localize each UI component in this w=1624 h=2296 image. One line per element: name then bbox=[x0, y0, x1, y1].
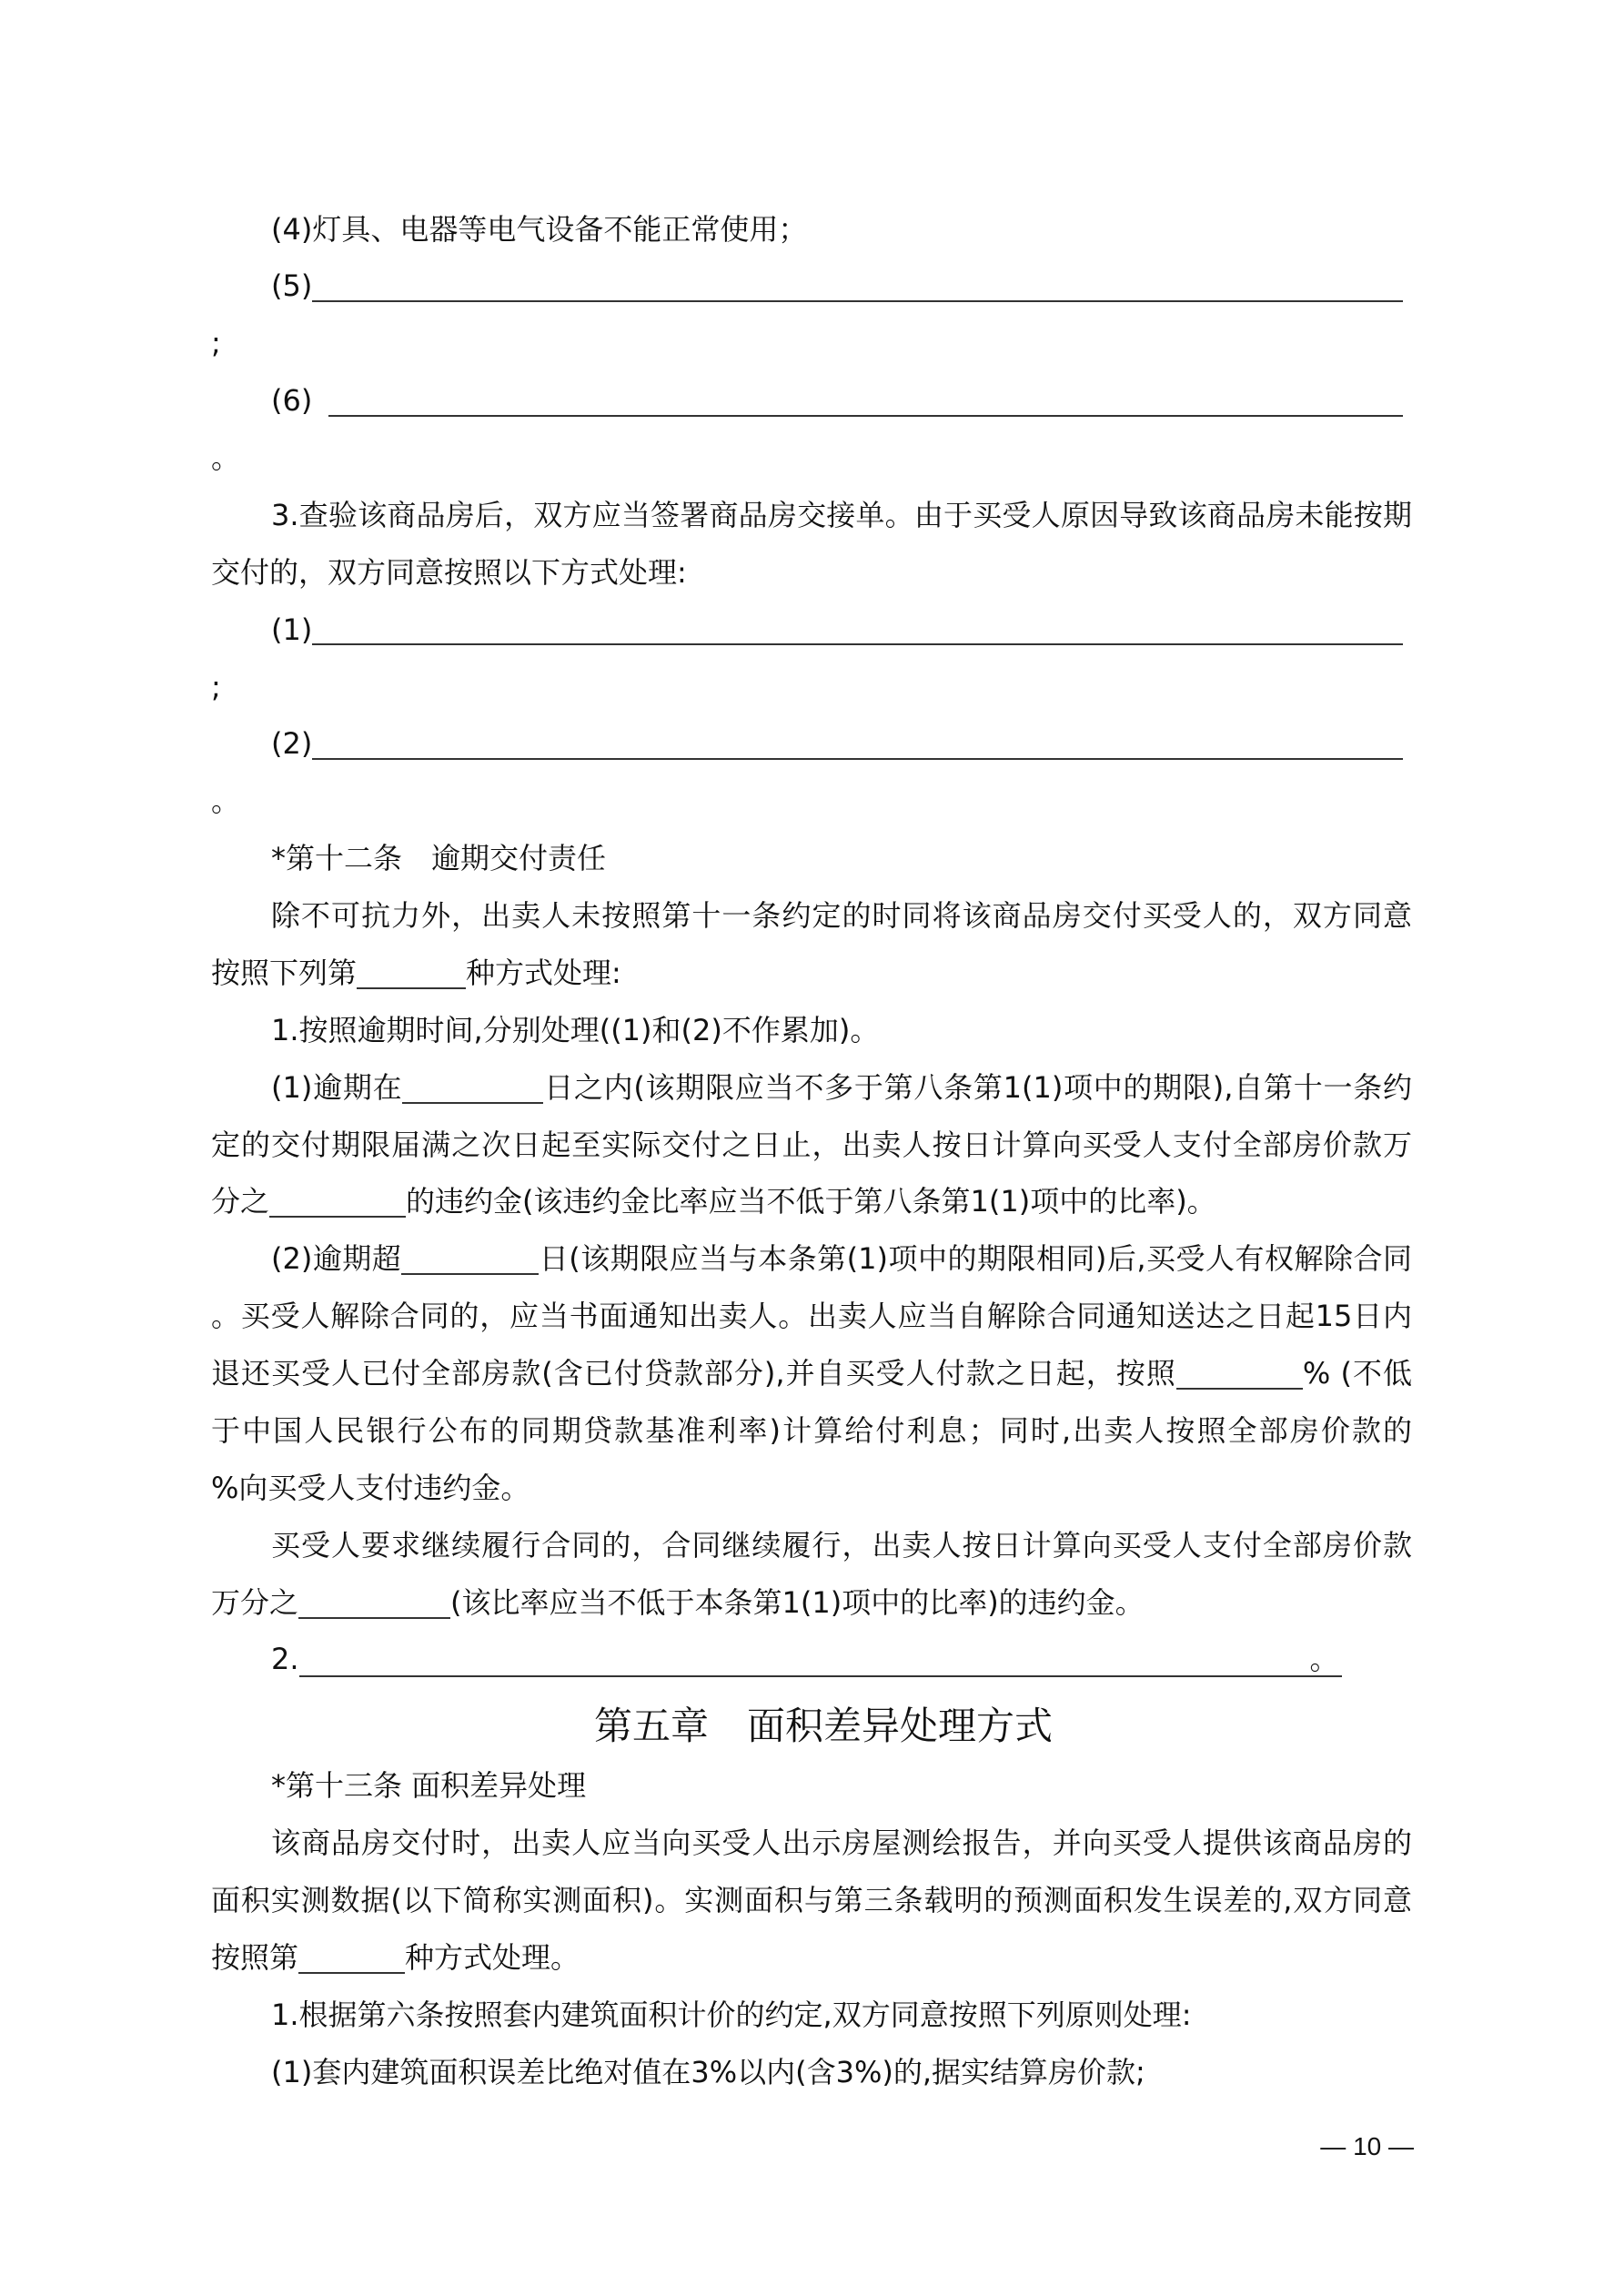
article-13 bbox=[211, 1757, 1412, 2101]
blank-line bbox=[298, 1972, 405, 1974]
blank-line bbox=[298, 1617, 450, 1619]
page-number: — 10 — bbox=[1320, 2132, 1414, 2160]
text-segment: (该比率应当不低于本条第1(1)项中的比率)的违约金。 bbox=[450, 1584, 1145, 1620]
item-6-end: 。 bbox=[211, 440, 241, 475]
clause-label: 2. bbox=[271, 1642, 299, 1677]
item-5-end: ; bbox=[211, 326, 221, 361]
clause-2 bbox=[211, 1631, 1412, 1688]
article-13-intro-line-3 bbox=[211, 1929, 1412, 1987]
clause-1-item-2-line-5: %向买受人支付违约金。 bbox=[211, 1470, 530, 1505]
blank-line bbox=[312, 758, 1403, 760]
chapter-heading: 第五章 面积差异处理方式 bbox=[593, 1704, 1053, 1748]
item-label: (2) bbox=[271, 726, 313, 762]
text-segment: (2)逾期超 bbox=[271, 1241, 402, 1277]
text-segment: 的违约金(该违约金比率应当不低于第八条第1(1)项中的比率)。 bbox=[406, 1184, 1216, 1219]
item-6 bbox=[211, 372, 1412, 430]
article-13-clause-1-title: 1.根据第六条按照套内建筑面积计价的约定,双方同意按照下列原则处理: bbox=[271, 1997, 1192, 2032]
clause-3-item-1-end: ; bbox=[211, 669, 221, 704]
blank-line bbox=[299, 1643, 1342, 1677]
blank-line bbox=[1176, 1388, 1303, 1390]
clause-3-item-2-end: 。 bbox=[211, 784, 241, 819]
article-13-intro-line-1: 该商品房交付时，出卖人应当向买受人出示房屋测绘报告，并向买受人提供该商品房的 bbox=[271, 1825, 1412, 1860]
blank-line bbox=[357, 987, 466, 989]
clause-1-item-2-line-3 bbox=[211, 1345, 1412, 1402]
text-segment: 按照下列第 bbox=[211, 955, 358, 990]
text-segment: 日之内(该期限应当不多于第八条第1(1)项中的期限),自第十一条约 bbox=[543, 1069, 1412, 1105]
text-segment: 退还买受人已付全部房款(含已付贷款部分),并自买受人付款之日起，按照 bbox=[211, 1356, 1176, 1391]
continue-performance-line-2 bbox=[211, 1574, 1412, 1632]
clause-1-item-1-line-2: 定的交付期限届满之次日起至实际交付之日止，出卖人按日计算向买受人支付全部房价款万 bbox=[211, 1127, 1412, 1162]
continue-performance-line-1: 买受人要求继续履行合同的，合同继续履行，出卖人按日计算向买受人支付全部房价款 bbox=[271, 1527, 1412, 1563]
article-13-intro-line-2: 面积实测数据(以下简称实测面积)。实测面积与第三条载明的预测面积发生误差的,双方同意 bbox=[211, 1882, 1412, 1917]
blank-line bbox=[328, 415, 1403, 417]
item-label: (5) bbox=[271, 268, 313, 304]
blank-line bbox=[402, 1102, 543, 1104]
item-label: (1) bbox=[271, 612, 313, 647]
item-5 bbox=[211, 258, 1412, 315]
blank-line bbox=[401, 1273, 539, 1275]
item-label: (6) bbox=[271, 383, 313, 419]
clause-end-mark: 。 bbox=[1309, 1642, 1339, 1677]
blank-line bbox=[312, 643, 1403, 645]
clause-3-line-1: 3.查验该商品房后，双方应当签署商品房交接单。由于买受人原因导致该商品房未能按期 bbox=[271, 497, 1412, 532]
article-13-clause-1-item-1: (1)套内建筑面积误差比绝对值在3%以内(含3%)的,据实结算房价款; bbox=[271, 2054, 1145, 2089]
article-11-tail-and-article-12 bbox=[211, 201, 1412, 1689]
text-segment: 日(该期限应当与本条第(1)项中的期限相同)后,买受人有权解除合同 bbox=[539, 1241, 1412, 1277]
clause-1-item-2-line-2: 。买受人解除合同的，应当书面通知出卖人。出卖人应当自解除合同通知送达之日起15日内 bbox=[211, 1299, 1412, 1334]
text-segment: 种方式处理: bbox=[466, 955, 621, 990]
item-4: (4)灯具、电器等电气设备不能正常使用； bbox=[271, 211, 808, 247]
clause-3-item-1 bbox=[211, 602, 1412, 659]
text-segment: (1)逾期在 bbox=[271, 1069, 403, 1105]
text-segment: 按照第 bbox=[211, 1939, 299, 1975]
text-segment: 种方式处理。 bbox=[405, 1939, 580, 1975]
blank-line bbox=[312, 300, 1403, 302]
clause-1-title: 1.按照逾期时间,分别处理((1)和(2)不作累加)。 bbox=[271, 1012, 880, 1047]
clause-3-item-2 bbox=[211, 715, 1412, 773]
text-segment: % (不低 bbox=[1302, 1356, 1412, 1391]
article-12-title: *第十二条 逾期交付责任 bbox=[271, 841, 607, 876]
clause-1-item-1-line-1 bbox=[211, 1059, 1412, 1117]
text-segment: 万分之 bbox=[211, 1584, 299, 1620]
article-12-intro-line-2 bbox=[211, 945, 1412, 1002]
clause-3-line-2: 交付的，双方同意按照以下方式处理: bbox=[211, 554, 687, 590]
blank-line bbox=[269, 1216, 406, 1218]
article-13-title: *第十三条 面积差异处理 bbox=[271, 1767, 587, 1803]
clause-1-item-2-line-1 bbox=[211, 1230, 1412, 1288]
clause-1-item-2-line-4: 于中国人民银行公布的同期贷款基准利率)计算给付利息；同时,出卖人按照全部房价款的 bbox=[211, 1412, 1412, 1448]
article-12-intro-line-1: 除不可抗力外，出卖人未按照第十一条约定的时同将该商品房交付买受人的，双方同意 bbox=[271, 898, 1412, 933]
clause-1-item-1-line-3 bbox=[211, 1173, 1412, 1230]
text-segment: 分之 bbox=[211, 1184, 270, 1219]
